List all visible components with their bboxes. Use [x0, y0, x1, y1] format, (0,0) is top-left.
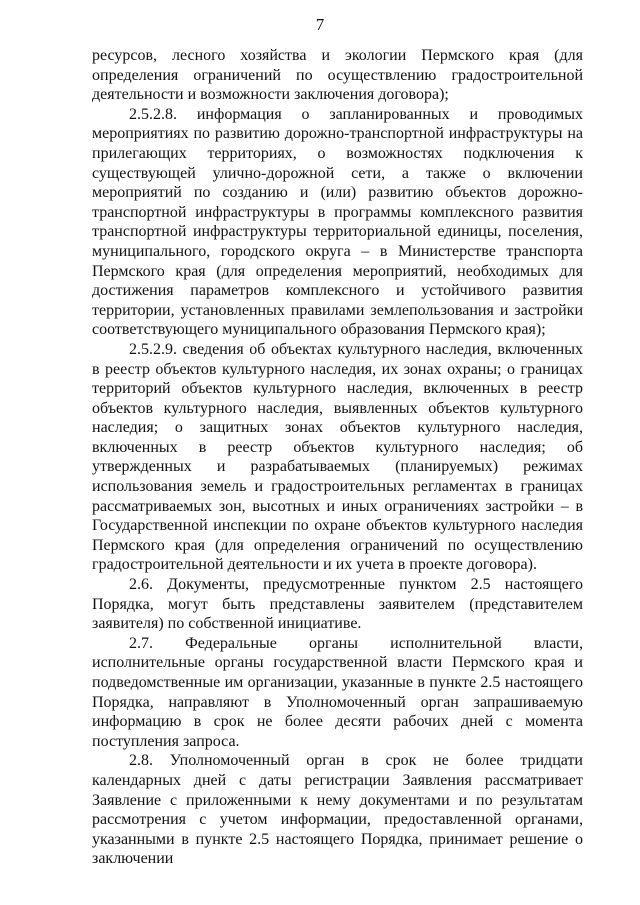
paragraph: 2.6. Документы, предусмотренные пунктом 2.5 настоящего Порядка, могут быть представлены заявителем (представителем заявителя) по собственной инициативе.: [92, 576, 583, 633]
paragraph: ресурсов, лесного хозяйства и экологии Пермского края (для определения ограничений по осуществлению градостроительной деятельности и возможности заключения договора);: [92, 47, 583, 104]
page-number: 7: [315, 15, 325, 34]
paragraph: 2.8. Уполномоченный орган в срок не более тридцати календарных дней с даты регистрации Заявления рассматривает Заявление с приложенными к нему документами и по результатам рассмотрения с учетом информации, предоставленной органами, указанными в пункте 2.5 настоящего Порядка, принимает решение о заключении: [92, 752, 583, 868]
paragraph: 2.5.2.8. информация о запланированных и проводимых мероприятиях по развитию дорожно-транспортной инфраструктуры на прилегающих территориях, о возможностях подключения к существующей улично-дорожной сети, а также о включении мероприятий по созданию и (или) развитию объектов дорожно-транспортной инфраструктуры в программы комплексного развития транспортной инфраструктуры территориальной единицы, поселения, муниципального, городского округа – в Министерстве транспорта Пермского края (для определения мероприятий, необходимых для достижения параметров комплексного и устойчивого развития территории, установленных правилами землепользования и застройки соответствующего муниципального образования Пермского края);: [92, 105, 583, 339]
paragraph: 2.5.2.9. сведения об объектах культурного наследия, включенных в реестр объектов культурного наследия, их зонах охраны; о границах территорий объектов культурного наследия, включенных в реестр объектов культурного наследия, выявленных объектов культурного наследия; о защитных зонах объектов культурного наследия, включенных в реестр объектов культурного наследия; об утвержденных и разрабатываемых (планируемых) режимах использования земель и градостроительных регламентах в границах рассматриваемых зон, высотных и иных ограничениях застройки – в Государственной инспекции по охране объектов культурного наследия Пермского края (для определения ограничений по осуществлению градостроительной деятельности и их учета в проекте договора).: [92, 340, 583, 574]
paragraph: 2.7. Федеральные органы исполнительной власти, исполнительные органы государственной власти Пермского края и подведомственные им организации, указанные в пункте 2.5 настоящего Порядка, направляют в Уполномоченный орган запрашиваемую информацию в срок не более десяти рабочих дней с момента поступления запроса.: [92, 634, 583, 750]
document-body: [92, 46, 583, 869]
